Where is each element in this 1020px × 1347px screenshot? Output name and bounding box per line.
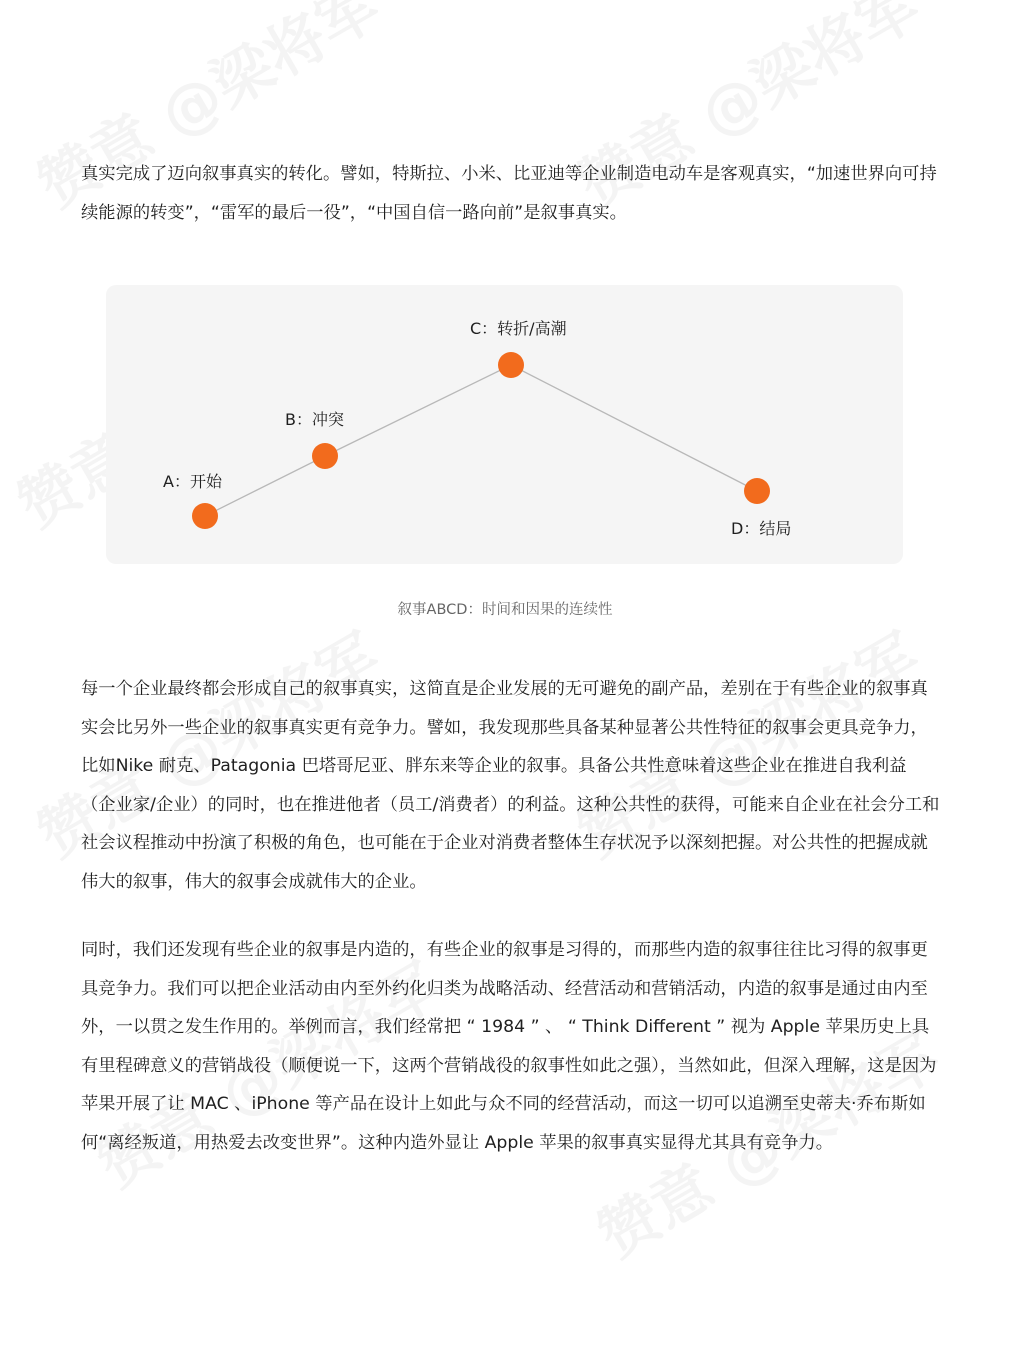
node-d-label: D：结局 bbox=[731, 519, 792, 538]
node-a-label: A：开始 bbox=[163, 472, 222, 491]
node-c-label: C：转折/高潮 bbox=[470, 319, 567, 338]
paragraph-internal-narrative: 同时，我们还发现有些企业的叙事是内造的，有些企业的叙事是习得的，而那些内造的叙事往往比习得的叙事更具竞争力。我们可以把企业活动由内至外约化归类为战略活动、经营活动和营销活动，内造的叙事是通过由内至外，一以贯之发生作用的。举例而言，我们经常把 “ 1984 ” 、 “ Think Different ” 视为 Apple 苹果历史上具有里程碑意义的营销战役（顺便说一下，这两个营销战役的叙事性如此之强），当然如此，但深入理解，这是因为苹果开展了让 MAC 、iPhone 等产品在设计上如此与众不同的经营活动，而这一切可以追溯至史蒂夫·乔布斯如何“离经叛道，用热爱去改变世界”。这种内造外显让 Apple 苹果的叙事真实显得尤其具有竞争力。 bbox=[81, 940, 937, 1153]
paragraph-intro: 真实完成了迈向叙事真实的转化。譬如，特斯拉、小米、比亚迪等企业制造电动车是客观真实，“加速世界向可持续能源的转变”，“雷军的最后一役”，“中国自信一路向前”是叙事真实。 bbox=[81, 164, 937, 223]
narrative-abcd-diagram bbox=[106, 285, 903, 564]
node-b-label: B：冲突 bbox=[285, 410, 344, 429]
node-c-dot bbox=[498, 352, 524, 378]
paragraph-public-narrative: 每一个企业最终都会形成自己的叙事真实，这简直是企业发展的无可避免的副产品，差别在于有些企业的叙事真实会比另外一些企业的叙事真实更有竞争力。譬如，我发现那些具备某种显著公共性特征的叙事会更具竞争力，比如Nike 耐克、Patagonia 巴塔哥尼亚、胖东来等企业的叙事。具备公共性意味着这些企业在推进自我利益（企业家/企业）的同时，也在推进他者（员工/消费者）的利益。这种公共性的获得，可能来自企业在社会分工和社会议程推动中扮演了积极的角色，也可能在于企业对消费者整体生存状况予以深刻把握。对公共性的把握成就伟大的叙事，伟大的叙事会成就伟大的企业。 bbox=[81, 679, 940, 892]
node-b-dot bbox=[312, 443, 338, 469]
diagram-caption: 叙事ABCD：时间和因果的连续性 bbox=[397, 602, 613, 618]
node-a-dot bbox=[192, 503, 218, 529]
node-d-dot bbox=[744, 478, 770, 504]
narrative-connector-line bbox=[205, 365, 757, 516]
